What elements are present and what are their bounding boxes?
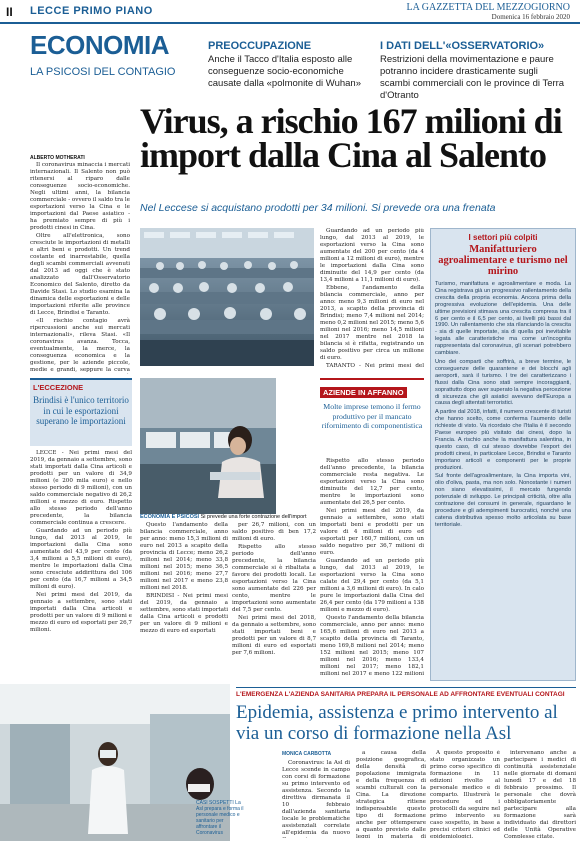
paragraph: Guardando ad un periodo più lungo, dal 2013 al 2019, le importazioni dalla Cina sono aumentate del 43,9 per cento (da 3,4 milioni a 5,5 milioni di euro), mentre le importazioni dalla Cina sono cresciute addirittura del 106 per cento (da 16,7 milioni a 34,5 milioni di euro). [30, 528, 132, 590]
teaser-preoccupazione [208, 40, 373, 90]
affanno-box [320, 378, 424, 454]
sidebar-box [430, 228, 576, 681]
paragraph: per 26,7 milioni, con un saldo positivo di ben 17,2 milioni di euro. [232, 522, 316, 542]
paragraph: Turismo, manifattura e agroalimentare e moda. La Cina registrava già un progressivo rallentamento della crescita della propria economia. Ancora prima della progressiva evoluzione dell'epidemia. Una delle ultime previsioni stimava una crescita compresa tra il 6 per cento e il 6,5 per cento, ai livelli più bassi dal 1990. Un rallentamento che sta rilanciando la crescita - sia di quelle importate, sia di quella poi inevitabile legata alle caratteristiche ma come un'incognita rappresentata dal coronavirus, gli scenari potrebbero cambiare. [435, 281, 571, 357]
paragraph: A questo proposito è stato organizzato un primo corso specifico di formazione in 11 edizioni rivolto al personale medico e di comparto. Illustrerà le procedure ed i protocolli da seguire nel primo intervento su caso sospetto, in base a precisi criteri clinici ed epidemiologici. [430, 750, 500, 838]
story2-byline: MONICA CARBOTTA [282, 751, 332, 757]
article-column-2 [320, 228, 424, 370]
teaser-head: I DATI DELL'«OSSERVATORIO» [380, 40, 545, 52]
paragraph: Questo l'andamento della bilancia commerciale, anno per anno: meno 15,3 milioni di euro nel 2013 a scapito della provincia di Lecce; meno 26,2 milioni nel 2014; meno 33,8 milioni nel 2015; meno 36,5 milioni nel 2016; meno 27,7 milioni nel 2017 e meno 23,8 milioni nel 2018. [140, 522, 228, 591]
affanno-title: Molte imprese temono il fermo produttivo per il mancato rifornimento di componentistica [321, 402, 423, 430]
paragraph: TARANTO - Nei primi mesi del [326, 363, 424, 369]
byline: ALBERTO MOTHERATI [30, 155, 85, 161]
masthead [406, 2, 570, 21]
section-label: LECCE PRIMO PIANO [30, 5, 153, 17]
paragraph: LECCE - Nei primi mesi del 2019, da gennaio a settembre, sono stati importati dalla Cina articoli e prodotti per un valore di 34,9 milioni (e 200 mila euro) e nello stesso periodo di 9 milioni), con un saldo commerciale negativo di 26,2 milioni e mezzo di euro. Rispetto allo stesso periodo dell'anno precedente, la bilancia commerciale continua a crescere. [30, 450, 132, 526]
eccezione-kicker: L'ECCEZIONE [33, 383, 84, 392]
main-subheadline: Nel Leccese si acquistano prodotti per 34 milioni. Si prevede ora una frenata [140, 202, 496, 214]
paragraph: Uno dei comparti che soffrirà, a breve termine, le conseguenze delle quarantene e dei blocchi agli aeroporti, sarà il turismo. I tre dei caratterizzano i flussi dalla Cina sono stati sempre incoraggianti, soprattutto dopo aver superato la negativa percezione di sicurezza che gli asiatici avevano dell'Europa a causa degli attentati terroristici. [435, 358, 571, 407]
paragraph: Oltre all'elettronica, sono cresciute le importazioni di metalli e altri beni e prodotti. Un trend costante ed inarrestabile, quella degli scambi commerciali avvenuti dal 2013 ad oggi che è stato analizzato dall'Osservatorio Economico del Salento, diretto da Davide Stasi. Lo studio esamina la dinamica delle esportazioni e delle importazioni riferite alle province di Lecce, Brindisi e Taranto. [30, 233, 130, 316]
paragraph: A partire dal 2018, infatti, il numero crescente di turisti che hanno scelto, come conferma l'aumento delle richieste di visto. Va ricordato che l'Italia è il secondo Paese europeo più visitato dai cinesi, dopo la Francia. A rischio anche la manifattura salentina, in questo caso, di cui stesso dovrebbe l'export dei prodotti cinesi, in particolare Lecce, Brindisi e Taranto importano articoli e componenti per le proprie produzioni. [435, 409, 571, 471]
paragraph: «Il rischio contagio avrà ripercussioni anche sui mercati internazionali», rileva Stasi. «Il coronavirus avanza. Tocca, eventualmente, la merce, la conseguenza economica e la gestione, per le aziende piccole, medie e grandi, seppure la curva [30, 318, 130, 373]
story2-headline: Epidemia, assistenza e primo intervento al via un corso di formazione nella Asl [236, 702, 558, 744]
page-number: II [6, 5, 13, 19]
story2-column-3 [430, 750, 500, 838]
masthead-date: Domenica 16 febbraio 2020 [491, 13, 570, 21]
story2-kicker: L'EMERGENZA L'AZIENDA SANITARIA PREPARA IL PERSONALE AD AFFRONTARE EVENTUALI CONTAGI [236, 691, 565, 698]
caption-label: ECONOMIA E PSICOSI [140, 514, 200, 520]
eccezione-box [30, 378, 132, 446]
paragraph: intervenano anche a partecipare i medici di continuità assistenziale nelle giornate di domani lunedì 17 e del 18 febbraio prossimo. Il personale che dovrà obbligatoriamente partecipare alla formazione sarà individuato dai direttori delle Unità Operative Complesse citate. [504, 750, 576, 838]
teaser-head: PREOCCUPAZIONE [208, 40, 312, 52]
sidebar-body [435, 281, 571, 671]
paragraph: Ebbene, l'andamento della bilancia commerciale, anno per anno: meno 9,3 milioni di euro nel 2013, a scapito della provincia di Brindisi; meno 7,4 milioni nel 2014; meno 0,2 milioni nel 2015; meno 5,6 milioni nel 2016; meno 14,5 milioni nel 2017 mentre nel 2018 la bilancia si è rifatta, registrando un saldo positivo per circa un milione di euro. [320, 285, 424, 361]
divider [236, 687, 576, 688]
paragraph: Questo l'andamento della bilancia commerciale, anno per anno: meno 165,6 milioni di euro nel 2013 a scapito della provincia di Taranto, meno 169,8 milioni nel 2014; meno 152 milioni nel 2015; meno 107 milioni nel 2016; meno 133,4 milioni nel 2017; meno 182,1 milioni nel 2017 e meno 122 milioni [320, 615, 424, 677]
paragraph: Sul fronte dell'agroalimentare, la Cina importa vini, olio d'oliva, pasta, ma non solo. Nonostante i numeri non siano elevatissimi, il mercato fungendo potenziale di sviluppo. Le principali criticità, oltre alla contrazione dei consumi in generale, riguardano le procedure e gli adempimenti burocratici, nonché una catena distributiva spesso molto articolata su base territoriale. [435, 473, 571, 528]
article-column-lecce [30, 450, 132, 670]
story2-column-1 [282, 760, 350, 838]
affanno-kicker: AZIENDE IN AFFANNO [320, 387, 407, 398]
story2-column-4 [504, 750, 576, 838]
eccezione-title: Brindisi è l'unico territorio in cui le esportazioni superano le importazioni [33, 395, 129, 426]
masthead-name: LA GAZZETTA DEL MEZZOGIORNO [406, 2, 570, 13]
paragraph: Nei primi mesi del 2019, da gennaio a settembre, sono stati importati dalla Cina articoli e prodotti per un valore di 9 milioni e mezzo di euro ed esportati per 26,7 milioni. [30, 592, 132, 633]
main-headline: Virus, a rischio 167 milioni di import dalla Cina al Salento [140, 101, 562, 175]
story2-column-2 [356, 750, 426, 838]
paragraph: Guardando ad un periodo più lungo, dal 2013 al 2019, le esportazioni verso la Cina sono calate del 29,4 per cento (da 5,1 milioni a 3,6 milioni di euro). In calo pure le importazioni dalla Cina del 26,4 per cento (da 179 milioni a 138 milioni e mezzo di euro). [320, 558, 424, 613]
caption-text: Si prevede una forte contrazione dell'import [200, 514, 307, 520]
section-subtitle: LA PSICOSI DEL CONTAGIO [30, 66, 176, 78]
teaser-body: Anche il Tacco d'Italia esposto alle conseguenze socio-economiche causate dalla «polmonite di Wuhan» [208, 54, 361, 89]
teaser-body: Restrizioni della movimentazione e paure potranno incidere drasticamente sugli scambi commerciali con le province di Terra d'Otranto [380, 54, 565, 101]
paragraph: Il coronavirus minaccia i mercati internazionali. Il Salento non può ritenersi al riparo dalle conseguenze socio-economiche. Negli ultimi anni, la bilancia commerciale - ovvero il saldo tra le esportazioni verso la Cina e le importazioni dal Paese asiatico - ha premiato sempre di più i prodotti cinesi in Cina. [30, 162, 130, 231]
sidebar-kicker: I settori più colpiti [468, 233, 538, 242]
paragraph: Coronavirus: la Asl di Lecce scende in campo con corsi di formazione su primo intervento ed assistenza. Secondo la direttiva dirmanata il 10 febbraio dall'azienda sanitaria locale le problematiche assistenziali correlate all'epidemia da nuovo [282, 760, 350, 836]
paragraph: Nei primi mesi del 2018, da gennaio a settembre, sono stati importati beni e prodotti per un valore di 8,7 milioni di euro ed esportati per 7,6 milioni. [232, 615, 316, 656]
paragraph: Nei primi mesi del 2019, da gennaio a settembre, sono stati importati beni e prodotti per un valore di 4 milioni di euro ed esportati per 160,7 milioni, con un saldo negativo per 36,7 milioni di euro. [320, 508, 424, 556]
teaser-dati-osservatorio [380, 40, 570, 102]
paragraph: Guardando ad un periodo più lungo, dal 2013 al 2019, le esportazioni verso la Cina sono aumentate del 200 per cento (da 4 milioni a 12 milioni di euro), mentre le importazioni dalla Cina sono diminuite del 14,9 per cento (da 13,4 milioni a 11,1 milioni di euro). [320, 228, 424, 283]
paragraph: BRINDISI - Nei primi mesi del 2019, da gennaio a settembre, sono stati importati dalla Cina articoli e prodotti per un valore di 9 milioni e mezzo di euro ed esportati [140, 593, 228, 634]
article-column-brindisi-b [232, 522, 316, 672]
article-column-taranto [320, 458, 424, 678]
paragraph: a causa della posizione geografica, della densità di popolazione immigrata e della frequenza di scambi culturali con la Cina. La direzione strategica ritiene indispensabile questo tipo di formazione anche per ottemperare a quanto previsto dalle leggi in materia di [356, 750, 426, 838]
section-title: ECONOMIA [30, 30, 169, 60]
factory-photo [140, 228, 314, 366]
paragraph: Rispetto allo stesso periodo dell'anno precedente, la bilancia commerciale resta negativa. Le esportazioni verso la Cina sono diminuite del 12,7 per cento, mentre le importazioni sono aumentate del 26,5 per cento. [320, 458, 424, 506]
paragraph: Rispetto allo stesso periodo dell'anno precedente, la bilancia commerciale si è ribaltata a favore dei prodotti locali. Le esportazioni verso la Cina sono aumentate del 226 per cento, mentre le importazioni sono aumentate del 7,5 per cento. [232, 544, 316, 613]
article-column-1 [30, 162, 130, 374]
article-column-brindisi-a [140, 522, 228, 672]
photo-caption-2: CASI SOSPETTI La Asl prepara e forma il personale medico e sanitario per affrontare il Coronavirus [196, 800, 244, 836]
sidebar-title: Manifatturiero agroalimentare e turismo nel mirino [438, 244, 568, 277]
worker-photo [140, 378, 276, 514]
